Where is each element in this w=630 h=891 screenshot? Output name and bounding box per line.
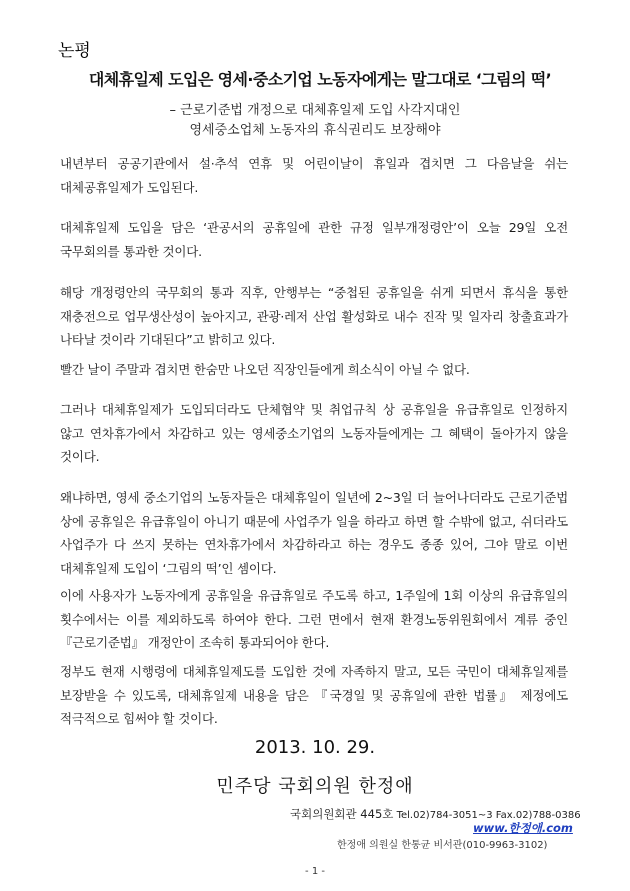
staff-contact: 한정애 의원실 한통균 비서관(010-9963-3102) [337, 840, 548, 851]
office-room: 국회의원회관 445호 [290, 807, 394, 821]
paragraph-5: 그러나 대체휴일제가 도입되더라도 단체협약 및 취업규칙 상 공휴일을 유급휴일로 인정하지 않고 연차휴가에서 차감하고 있는 영세중소기업의 노동자들에게는 그 혜택이 돌아가지 않을 것이다. [60, 402, 568, 464]
doc-subtitle-2: 영세중소업체 노동자의 휴식권리도 보장해야 [189, 123, 441, 138]
paragraph-3: 해당 개정령안의 국무회의 통과 직후, 안행부는 “중첩된 공휴일을 쉬게 되면서 휴식을 통한 재충전으로 업무생산성이 높아지고, 관광·레저 산업 활성화로 내수 진작 및 일자리 창출효과가 나타날 것이라 기대된다”고 밝히고 있다. [60, 285, 568, 347]
paragraph-7: 이에 사용자가 노동자에게 공휴일을 유급휴일로 주도록 하고, 1주일에 1회 이상의 유급휴일의 횟수에서는 이를 제외하도록 하여야 한다. 그런 면에서 현재 환경노동위원회에서 계류 중인 『근로기준법』 개정안이 조속히 통과되어야 한다. [60, 588, 568, 650]
paragraph-6: 왜냐하면, 영세 중소기업의 노동자들은 대체휴일이 일년에 2~3일 더 늘어나더라도 근로기준법 상에 공휴일은 유급휴일이 아니기 때문에 사업주가 일을 하라고 하면 할 수밖에 없고, 쉬더라도 사업주가 다 쓰지 못하는 연차휴가에서 차감하라고 하는 경우도 종종 있어, 그야 말로 이번 대체휴일제 도입이 ‘그림의 떡’인 셈이다. [60, 490, 568, 576]
paragraph-8: 정부도 현재 시행령에 대체휴일제도를 도입한 것에 자족하지 말고, 모든 국민이 대체휴일제를 보장받을 수 있도록, 대체휴일제 내용을 담은 『국경일 및 공휴일에 관한 법률』 제정에도 적극적으로 힘써야 할 것이다. [60, 664, 568, 726]
doc-subtitle-1: – 근로기준법 개정으로 대체휴일제 도입 사각지대인 [169, 103, 461, 118]
page-number: - 1 - [305, 866, 325, 877]
tel-fax: Tel.02)784-3051~3 Fax.02)788-0386 [396, 810, 581, 821]
paragraph-4: 빨간 날이 주말과 겹치면 한숨만 나오던 직장인들에게 희소식이 아닐 수 없다. [60, 362, 470, 377]
release-date: 2013. 10. 29. [254, 737, 376, 758]
signature: 민주당 국회의원 한정애 [216, 776, 414, 797]
doc-label: 논평 [58, 41, 91, 61]
paragraph-1: 내년부터 공공기관에서 설·추석 연휴 및 어린이날이 휴일과 겹치면 그 다음날을 쉬는 대체공휴일제가 도입된다. [60, 156, 568, 195]
paragraph-2: 대체휴일제 도입을 담은 ‘관공서의 공휴일에 관한 규정 일부개정령안’이 오늘 29일 오전 국무회의를 통과한 것이다. [60, 220, 568, 259]
doc-title: 대체휴일제 도입은 영세·중소기업 노동자에게는 말그대로 ‘그림의 떡’ [88, 70, 552, 89]
website-link[interactable]: www.한정애.com [473, 821, 573, 835]
